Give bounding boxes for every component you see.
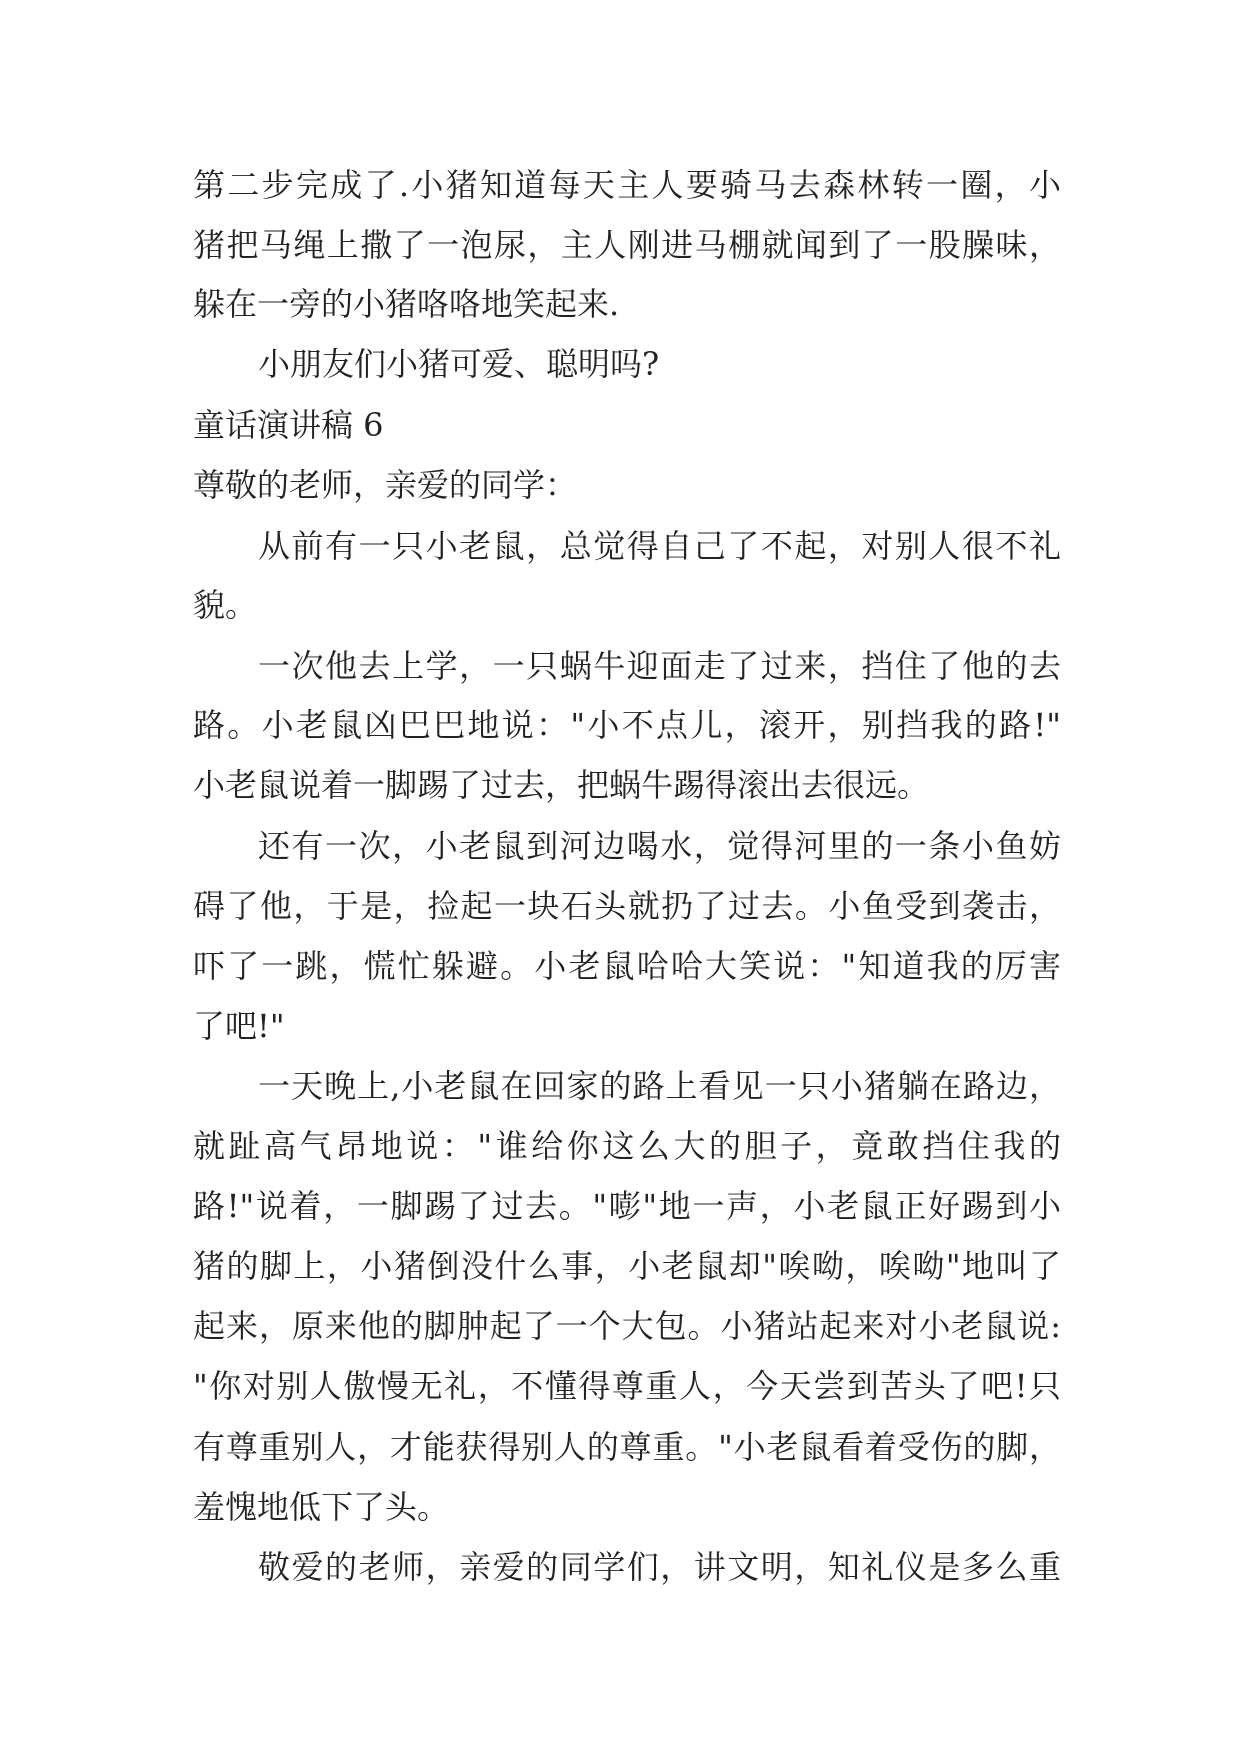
salutation: 尊敬的老师，亲爱的同学： xyxy=(193,466,578,504)
text-line: 路!"说着，一脚踢了过去。"嘭"地一声，小老鼠正好踢到小 xyxy=(193,1187,1061,1225)
text-line: 还有一次，小老鼠到河边喝水，觉得河里的一条小鱼妨 xyxy=(258,827,1061,865)
section-heading: 童话演讲稿 6 xyxy=(193,406,384,444)
text-line: 一天晚上,小老鼠在回家的路上看见一只小猪躺在路边， xyxy=(258,1067,1061,1105)
text-line: "你对别人傲慢无礼，不懂得尊重人，今天尝到苦头了吧!只 xyxy=(193,1367,1061,1405)
text-line: 一次他去上学，一只蜗牛迎面走了过来，挡住了他的去 xyxy=(258,647,1061,685)
text-line: 小老鼠说着一脚踢了过去，把蜗牛踢得滚出去很远。 xyxy=(193,766,930,804)
text-line: 敬爱的老师，亲爱的同学们，讲文明，知礼仪是多么重 xyxy=(258,1548,1061,1586)
text-line: 起来，原来他的脚肿起了一个大包。小猪站起来对小老鼠说: xyxy=(193,1307,1061,1345)
text-line: 从前有一只小老鼠，总觉得自己了不起，对别人很不礼 xyxy=(258,527,1061,565)
text-line: 有尊重别人，才能获得别人的尊重。"小老鼠看着受伤的脚， xyxy=(193,1428,1061,1466)
text-line: 吓了一跳，慌忙躲避。小老鼠哈哈大笑说："知道我的厉害 xyxy=(193,947,1061,985)
text-line: 貌。 xyxy=(193,586,258,624)
text-line: 第二步完成了.小猪知道每天主人要骑马去森林转一圈，小 xyxy=(193,166,1061,204)
text-line: 猪把马绳上撒了一泡尿，主人刚进马棚就闻到了一股臊味， xyxy=(193,226,1061,264)
text-line: 小朋友们小猪可爱、聪明吗? xyxy=(258,345,660,383)
text-line: 碍了他，于是，捡起一块石头就扔了过去。小鱼受到袭击， xyxy=(193,887,1061,925)
text-line: 路。小老鼠凶巴巴地说："小不点儿，滚开，别挡我的路!" xyxy=(193,706,1061,744)
text-line: 就趾高气昂地说："谁给你这么大的胆子，竟敢挡住我的 xyxy=(193,1127,1061,1165)
text-line: 了吧!" xyxy=(193,1007,285,1045)
text-line: 猪的脚上，小猪倒没什么事，小老鼠却"唉呦，唉呦"地叫了 xyxy=(193,1247,1061,1285)
text-line: 羞愧地低下了头。 xyxy=(193,1488,450,1526)
text-line: 躲在一旁的小猪咯咯地笑起来. xyxy=(193,285,620,323)
